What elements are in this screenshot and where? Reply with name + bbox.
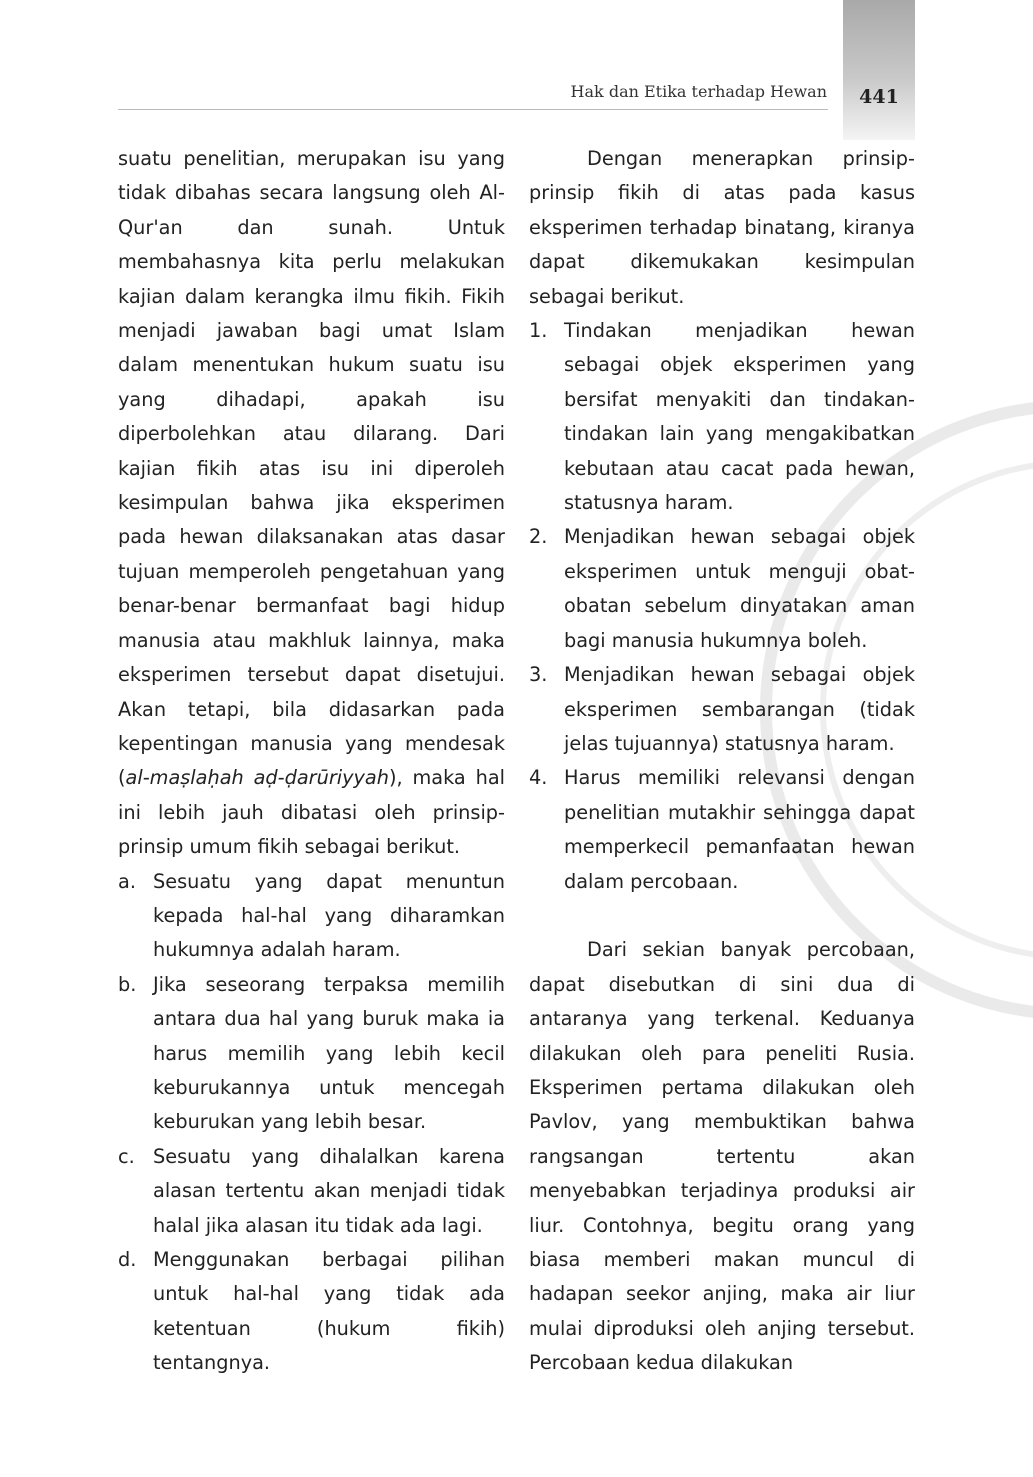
- list-item: [118, 1140, 505, 1243]
- list-item: [529, 520, 915, 658]
- list-item-text: Sesuatu yang dapat menuntun kepada hal-hal yang diharamkan hukumnya adalah haram.: [153, 869, 505, 962]
- page-corner-tab: [843, 0, 915, 140]
- lettered-list: [118, 865, 505, 1381]
- list-item: [118, 865, 505, 968]
- list-marker: c.: [118, 1144, 135, 1168]
- body-paragraph: suatu penelitian, merupakan isu yang tidak dibahas secara langsung oleh Al-Qur'an dan sunah. Untuk membahasnya kita perlu melakukan kajian dalam kerangka ilmu fikih. Fikih menjadi jawaban bagi umat Islam dalam menentukan hukum suatu isu yang dihadapi, apakah isu diperbolehkan atau dilarang. Dari kajian fikih atas isu ini diperoleh kesimpulan bahwa jika eksperimen pada hewan dilaksanakan atas dasar tujuan memperoleh pengetahuan yang benar-benar bermanfaat bagi hidup manusia atau makhluk lainnya, maka eksperimen tersebut dapat disetujui. Akan tetapi, bila didasarkan pada kepentingan manusia yang mendesak (al-maṣlaḥah aḍ-ḍarūriyyah), maka hal ini lebih jauh dibatasi oleh prinsip-prinsip umum fikih sebagai berikut.: [118, 147, 505, 859]
- list-item: [529, 314, 915, 520]
- right-column: [529, 142, 915, 1381]
- list-marker: 4.: [529, 766, 548, 790]
- list-marker: 2.: [529, 525, 548, 549]
- numbered-list: [529, 314, 915, 899]
- closing-paragraph: Dari sekian banyak percobaan, dapat disebutkan di sini dua di antaranya yang terkenal. Keduanya dilakukan oleh para peneliti Rusia. Eksperimen pertama dilakukan oleh Pavlov, yang membuktikan bahwa rangsangan tertentu akan menyebabkan terjadinya produksi air liur. Contohnya, begitu orang yang biasa memberi makan muncul di hadapan seekor anjing, maka air liur mulai diproduksi oleh anjing tersebut. Percobaan kedua dilakukan: [529, 938, 915, 1375]
- list-item: [529, 658, 915, 761]
- list-marker: 1.: [529, 319, 548, 343]
- intro-paragraph: Dengan menerapkan prinsip-prinsip fikih di atas pada kasus eksperimen terhadap binatang, kiranya dapat dikemukakan kesimpulan sebagai berikut.: [529, 147, 915, 308]
- list-marker: 3.: [529, 663, 548, 687]
- running-head-title: Hak dan Etika terhadap Hewan: [570, 82, 827, 101]
- list-item-text: Menggunakan berbagai pilihan untuk hal-hal yang tidak ada ketentuan (hukum fikih) tentangnya.: [153, 1248, 505, 1375]
- list-item-text: Tindakan menjadikan hewan sebagai objek eksperimen yang bersifat menyakiti dan tindakan-tindakan lain yang mengakibatkan kebutaan atau cacat pada hewan, statusnya haram.: [564, 319, 915, 515]
- list-item-text: Sesuatu yang dihalalkan karena alasan tertentu akan menjadi tidak halal jika alasan itu tidak ada lagi.: [153, 1144, 505, 1237]
- list-marker: a.: [118, 869, 136, 893]
- list-item-text: Menjadikan hewan sebagai objek eksperimen untuk menguji obat-obatan sebelum dinyatakan aman bagi manusia hukumnya boleh.: [564, 525, 915, 652]
- list-item-text: Harus memiliki relevansi dengan penelitian mutakhir sehingga dapat memperkecil pemanfaatan hewan dalam percobaan.: [564, 766, 915, 893]
- italic-term: al-maṣlaḥah aḍ-ḍarūriyyah: [125, 766, 389, 790]
- list-marker: d.: [118, 1248, 137, 1271]
- list-item: [118, 1243, 505, 1381]
- left-column: [118, 142, 505, 1381]
- list-item: [529, 761, 915, 899]
- header-rule: [118, 109, 828, 110]
- list-item-text: Menjadikan hewan sebagai objek eksperimen sembarangan (tidak jelas tujuannya) statusnya haram.: [564, 663, 915, 755]
- list-item-text: Jika seseorang terpaksa memilih antara dua hal yang buruk maka ia harus memilih yang lebih kecil keburukannya untuk mencegah keburukan yang lebih besar.: [153, 972, 505, 1134]
- list-marker: b.: [118, 972, 137, 996]
- paragraph-spacer: [529, 899, 915, 933]
- page-number: 441: [859, 86, 899, 108]
- list-item: [118, 968, 505, 1140]
